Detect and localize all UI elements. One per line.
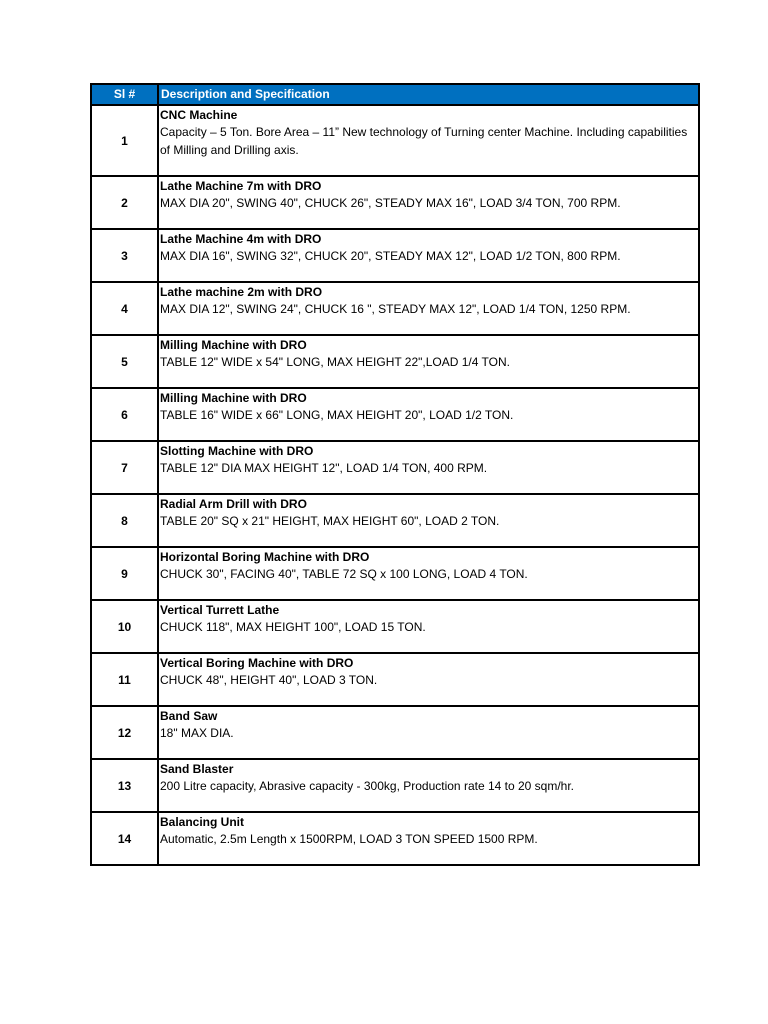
equipment-specification: CHUCK 48", HEIGHT 40", LOAD 3 TON. xyxy=(160,673,378,687)
description-cell xyxy=(158,441,699,494)
table-row xyxy=(91,653,699,706)
table-row xyxy=(91,282,699,335)
serial-number-cell: 6 xyxy=(91,388,158,441)
table-row xyxy=(91,441,699,494)
equipment-specification: MAX DIA 12", SWING 24", CHUCK 16 ", STEADY MAX 12", LOAD 1/4 TON, 1250 RPM. xyxy=(160,302,631,316)
equipment-specification: MAX DIA 16", SWING 32", CHUCK 20", STEADY MAX 12", LOAD 1/2 TON, 800 RPM. xyxy=(160,249,621,263)
serial-number-cell: 3 xyxy=(91,229,158,282)
description-cell xyxy=(158,759,699,812)
table-row xyxy=(91,812,699,865)
equipment-name: Milling Machine with DRO xyxy=(160,338,307,352)
serial-number-cell: 12 xyxy=(91,706,158,759)
equipment-name: Milling Machine with DRO xyxy=(160,391,307,405)
equipment-name: Band Saw xyxy=(160,709,218,723)
table-row xyxy=(91,105,699,176)
table-row xyxy=(91,759,699,812)
table-row xyxy=(91,335,699,388)
equipment-name: Balancing Unit xyxy=(160,815,245,829)
table-header-row xyxy=(91,84,699,105)
equipment-specification: Capacity – 5 Ton. Bore Area – 11” New technology of Turning center Machine. Including capabilities of Milling and Drilling axis. xyxy=(160,125,688,157)
serial-number-cell: 14 xyxy=(91,812,158,865)
equipment-specification: CHUCK 118", MAX HEIGHT 100", LOAD 15 TON. xyxy=(160,620,426,634)
description-cell xyxy=(158,547,699,600)
serial-number-cell: 7 xyxy=(91,441,158,494)
header-sl: Sl # xyxy=(91,84,158,105)
equipment-specification: CHUCK 30", FACING 40", TABLE 72 SQ x 100 LONG, LOAD 4 TON. xyxy=(160,567,528,581)
equipment-name: Lathe Machine 4m with DRO xyxy=(160,232,322,246)
equipment-name: Slotting Machine with DRO xyxy=(160,444,314,458)
serial-number-cell: 9 xyxy=(91,547,158,600)
equipment-name: Radial Arm Drill with DRO xyxy=(160,497,307,511)
equipment-name: Horizontal Boring Machine with DRO xyxy=(160,550,370,564)
serial-number-cell: 2 xyxy=(91,176,158,229)
table-row xyxy=(91,388,699,441)
description-cell xyxy=(158,600,699,653)
equipment-specification: 18" MAX DIA. xyxy=(160,726,234,740)
serial-number-cell: 8 xyxy=(91,494,158,547)
description-cell xyxy=(158,335,699,388)
table-row xyxy=(91,706,699,759)
description-cell xyxy=(158,388,699,441)
description-cell xyxy=(158,653,699,706)
equipment-specification: TABLE 16" WIDE x 66" LONG, MAX HEIGHT 20", LOAD 1/2 TON. xyxy=(160,408,514,422)
table-row xyxy=(91,547,699,600)
description-cell xyxy=(158,105,699,176)
equipment-name: Lathe Machine 7m with DRO xyxy=(160,179,322,193)
serial-number-cell: 11 xyxy=(91,653,158,706)
equipment-specification: MAX DIA 20", SWING 40", CHUCK 26", STEADY MAX 16", LOAD 3/4 TON, 700 RPM. xyxy=(160,196,621,210)
description-cell xyxy=(158,494,699,547)
serial-number-cell: 1 xyxy=(91,105,158,176)
table-row xyxy=(91,229,699,282)
equipment-name: Vertical Turrett Lathe xyxy=(160,603,280,617)
equipment-specification: Automatic, 2.5m Length x 1500RPM, LOAD 3 TON SPEED 1500 RPM. xyxy=(160,832,538,846)
description-cell xyxy=(158,706,699,759)
equipment-specification: 200 Litre capacity, Abrasive capacity - 300kg, Production rate 14 to 20 sqm/hr. xyxy=(160,779,575,793)
description-cell xyxy=(158,176,699,229)
description-cell xyxy=(158,229,699,282)
table-row xyxy=(91,494,699,547)
equipment-name: Vertical Boring Machine with DRO xyxy=(160,656,354,670)
table-row xyxy=(91,600,699,653)
table-body xyxy=(91,105,699,865)
equipment-specification: TABLE 12" DIA MAX HEIGHT 12", LOAD 1/4 TON, 400 RPM. xyxy=(160,461,488,475)
equipment-name: CNC Machine xyxy=(160,108,238,122)
equipment-name: Sand Blaster xyxy=(160,762,234,776)
header-description: Description and Specification xyxy=(158,84,699,105)
equipment-specification: TABLE 12" WIDE x 54" LONG, MAX HEIGHT 22",LOAD 1/4 TON. xyxy=(160,355,511,369)
equipment-table xyxy=(90,83,700,866)
serial-number-cell: 13 xyxy=(91,759,158,812)
serial-number-cell: 4 xyxy=(91,282,158,335)
serial-number-cell: 10 xyxy=(91,600,158,653)
description-cell xyxy=(158,812,699,865)
equipment-name: Lathe machine 2m with DRO xyxy=(160,285,323,299)
description-cell xyxy=(158,282,699,335)
serial-number-cell: 5 xyxy=(91,335,158,388)
equipment-specification: TABLE 20" SQ x 21" HEIGHT, MAX HEIGHT 60", LOAD 2 TON. xyxy=(160,514,500,528)
table-row xyxy=(91,176,699,229)
